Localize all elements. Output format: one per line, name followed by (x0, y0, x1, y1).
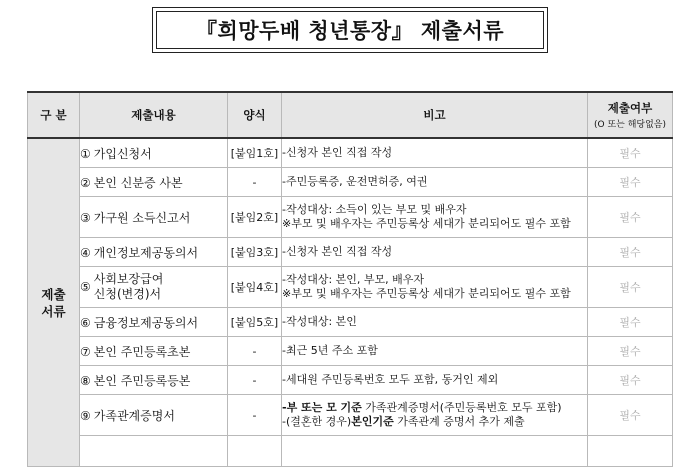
status-badge: 필수 (588, 138, 673, 168)
table-row (28, 395, 673, 436)
table-header-row (28, 92, 673, 138)
doc-note: -세대원 주민등록번호 모두 포함, 동거인 제외 (282, 366, 588, 395)
table-row (28, 366, 673, 395)
doc-name-text: 가족관계증명서 (93, 408, 175, 423)
doc-note: -작성대상: 본인 (282, 308, 588, 337)
doc-form: - (228, 366, 282, 395)
header-status-label: 제출여부 (607, 101, 653, 115)
doc-form: - (228, 395, 282, 436)
table-row (28, 308, 673, 337)
group-label-line2: 서류 (41, 303, 66, 319)
documents-table (27, 91, 673, 467)
status-badge (588, 436, 673, 467)
doc-name-text: 본인 주민등록등본 (93, 373, 191, 388)
doc-form (228, 436, 282, 467)
doc-form: [붙임2호] (228, 197, 282, 238)
table-row (28, 197, 673, 238)
doc-name-line2: 신청(변경)서 (93, 287, 162, 301)
doc-note-line1: -작성대상: 소득이 있는 부모 및 배우자 (282, 203, 467, 216)
doc-name (80, 308, 228, 337)
doc-number: ② (80, 175, 91, 190)
doc-name-text: 개인정보제공동의서 (93, 245, 199, 260)
doc-note-line1: -작성대상: 본인, 부모, 배우자 (282, 273, 425, 286)
table-row (28, 337, 673, 366)
doc-name-line1: 사회보장급여 (93, 272, 164, 286)
status-badge: 필수 (588, 168, 673, 197)
doc-note-line2: ※부모 및 배우자는 주민등록상 세대가 분리되어도 필수 포함 (282, 217, 571, 230)
doc-number: ⑧ (80, 373, 91, 388)
group-label-line1: 제출 (41, 286, 66, 302)
doc-note (282, 395, 588, 436)
doc-name-text: 가구원 소득신고서 (93, 210, 191, 225)
doc-number: ③ (80, 210, 91, 225)
doc-note-line2-bold: 본인기준 (351, 415, 394, 428)
doc-name (80, 436, 228, 467)
status-badge: 필수 (588, 267, 673, 308)
header-content: 제출내용 (80, 92, 228, 138)
status-badge: 필수 (588, 395, 673, 436)
doc-note (282, 436, 588, 467)
doc-name-text: 금융정보제공동의서 (93, 315, 199, 330)
doc-note: -주민등록증, 운전면허증, 여권 (282, 168, 588, 197)
table-row (28, 138, 673, 168)
doc-name-text: 본인 주민등록초본 (93, 344, 191, 359)
table-row (28, 267, 673, 308)
doc-number: ⑨ (80, 408, 91, 423)
doc-note (282, 267, 588, 308)
doc-number: ⑥ (80, 315, 91, 330)
status-badge: 필수 (588, 337, 673, 366)
header-status (588, 92, 673, 138)
status-badge: 필수 (588, 366, 673, 395)
doc-name-text (94, 272, 164, 302)
doc-name (80, 138, 228, 168)
doc-note-line2-rest: 가족관계 증명서 추가 제출 (393, 415, 525, 428)
doc-note (282, 197, 588, 238)
header-form: 양식 (228, 92, 282, 138)
doc-note-line1-rest: 가족관계증명서(주민등록번호 모두 포함) (361, 401, 562, 414)
doc-note: -신청자 본인 직접 작성 (282, 238, 588, 267)
doc-note: -신청자 본인 직접 작성 (282, 138, 588, 168)
table-row (28, 436, 673, 467)
doc-form: - (228, 168, 282, 197)
doc-form: [붙임3호] (228, 238, 282, 267)
group-label (28, 138, 80, 467)
doc-form: [붙임1호] (228, 138, 282, 168)
doc-name-text: 가입신청서 (93, 146, 152, 161)
title-box (152, 7, 548, 53)
doc-note-line1-bold: -부 또는 모 기준 (282, 401, 362, 414)
doc-name (80, 337, 228, 366)
table-row (28, 238, 673, 267)
doc-form: - (228, 337, 282, 366)
doc-note-line2-pre: -(결혼한 경우) (282, 415, 352, 428)
doc-note: -최근 5년 주소 포함 (282, 337, 588, 366)
status-badge: 필수 (588, 238, 673, 267)
doc-name (80, 395, 228, 436)
doc-number: ① (80, 146, 91, 161)
doc-name (80, 238, 228, 267)
doc-form: [붙임5호] (228, 308, 282, 337)
header-category: 구 분 (28, 92, 80, 138)
table-row (28, 168, 673, 197)
doc-name (80, 168, 228, 197)
header-status-sub: (O 또는 해당없음) (594, 120, 666, 130)
doc-note-line2: ※부모 및 배우자는 주민등록상 세대가 분리되어도 필수 포함 (282, 287, 571, 300)
doc-name (80, 267, 228, 308)
doc-name (80, 197, 228, 238)
doc-number: ⑤ (80, 280, 91, 294)
status-badge: 필수 (588, 197, 673, 238)
doc-number: ④ (80, 245, 91, 260)
doc-name-text: 본인 신분증 사본 (93, 175, 183, 190)
doc-number: ⑦ (80, 344, 91, 359)
header-note: 비고 (282, 92, 588, 138)
doc-form: [붙임4호] (228, 267, 282, 308)
page-title: 『희망두배 청년통장』 제출서류 (156, 11, 544, 49)
doc-name (80, 366, 228, 395)
status-badge: 필수 (588, 308, 673, 337)
